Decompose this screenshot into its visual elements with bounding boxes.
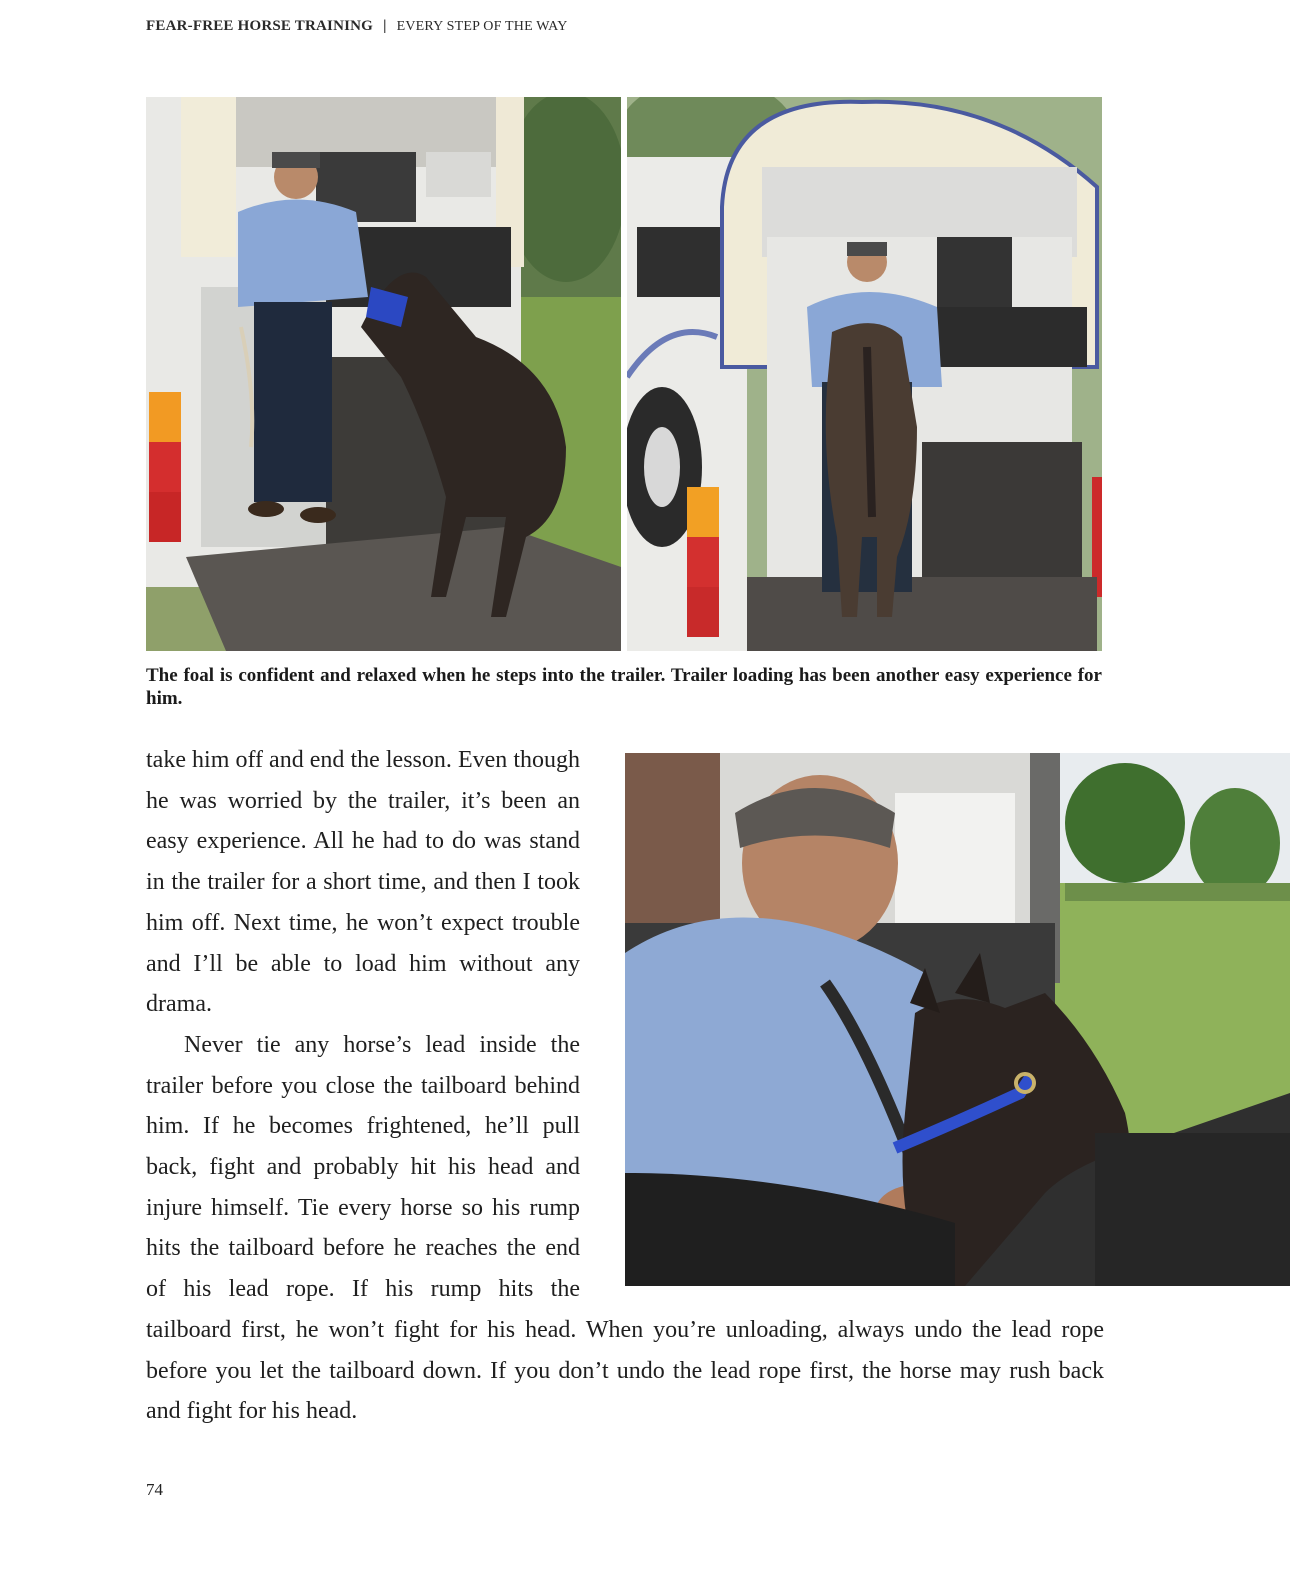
book-subtitle: EVERY STEP OF THE WAY (396, 19, 568, 34)
page-number: 74 (146, 1480, 163, 1499)
body-paragraph-2: Never tie any horse’s lead inside the trailer before you close the tailboard behind him. If he becomes frightened, he’ll pull back, fight and probably hit his head and injure himself. Tie every horse so his rump hits the tailboard before he reaches the end of his lead rope. If his rump hits the tailboard first, he won’t fight for his head. When you’re unloading, always undo the lead rope before you let the tailboard down. If you don’t undo the lead rope first, the horse may rush back and fight for his head. (146, 1031, 1104, 1425)
photo-foal-stepping-into-trailer (146, 97, 621, 651)
photo-foal-inside-trailer (627, 97, 1102, 651)
body-paragraph-1: take him off and end the lesson. Even though he was worried by the trailer, it’s been an easy experience. All he had to do was stand in the trailer for a short time, and then I took him off. Next time, he won’t expect trouble and I’ll be able to load him without any drama. (146, 747, 580, 1018)
photo-float-space (580, 740, 1104, 1305)
header-separator: | (383, 18, 387, 34)
running-head (146, 18, 568, 35)
book-title: FEAR-FREE HORSE TRAINING (146, 18, 374, 34)
figure-caption: The foal is confident and relaxed when he steps into the trailer. Trailer loading has been another easy experience for him. (146, 665, 1102, 709)
body-text (146, 740, 1104, 1432)
